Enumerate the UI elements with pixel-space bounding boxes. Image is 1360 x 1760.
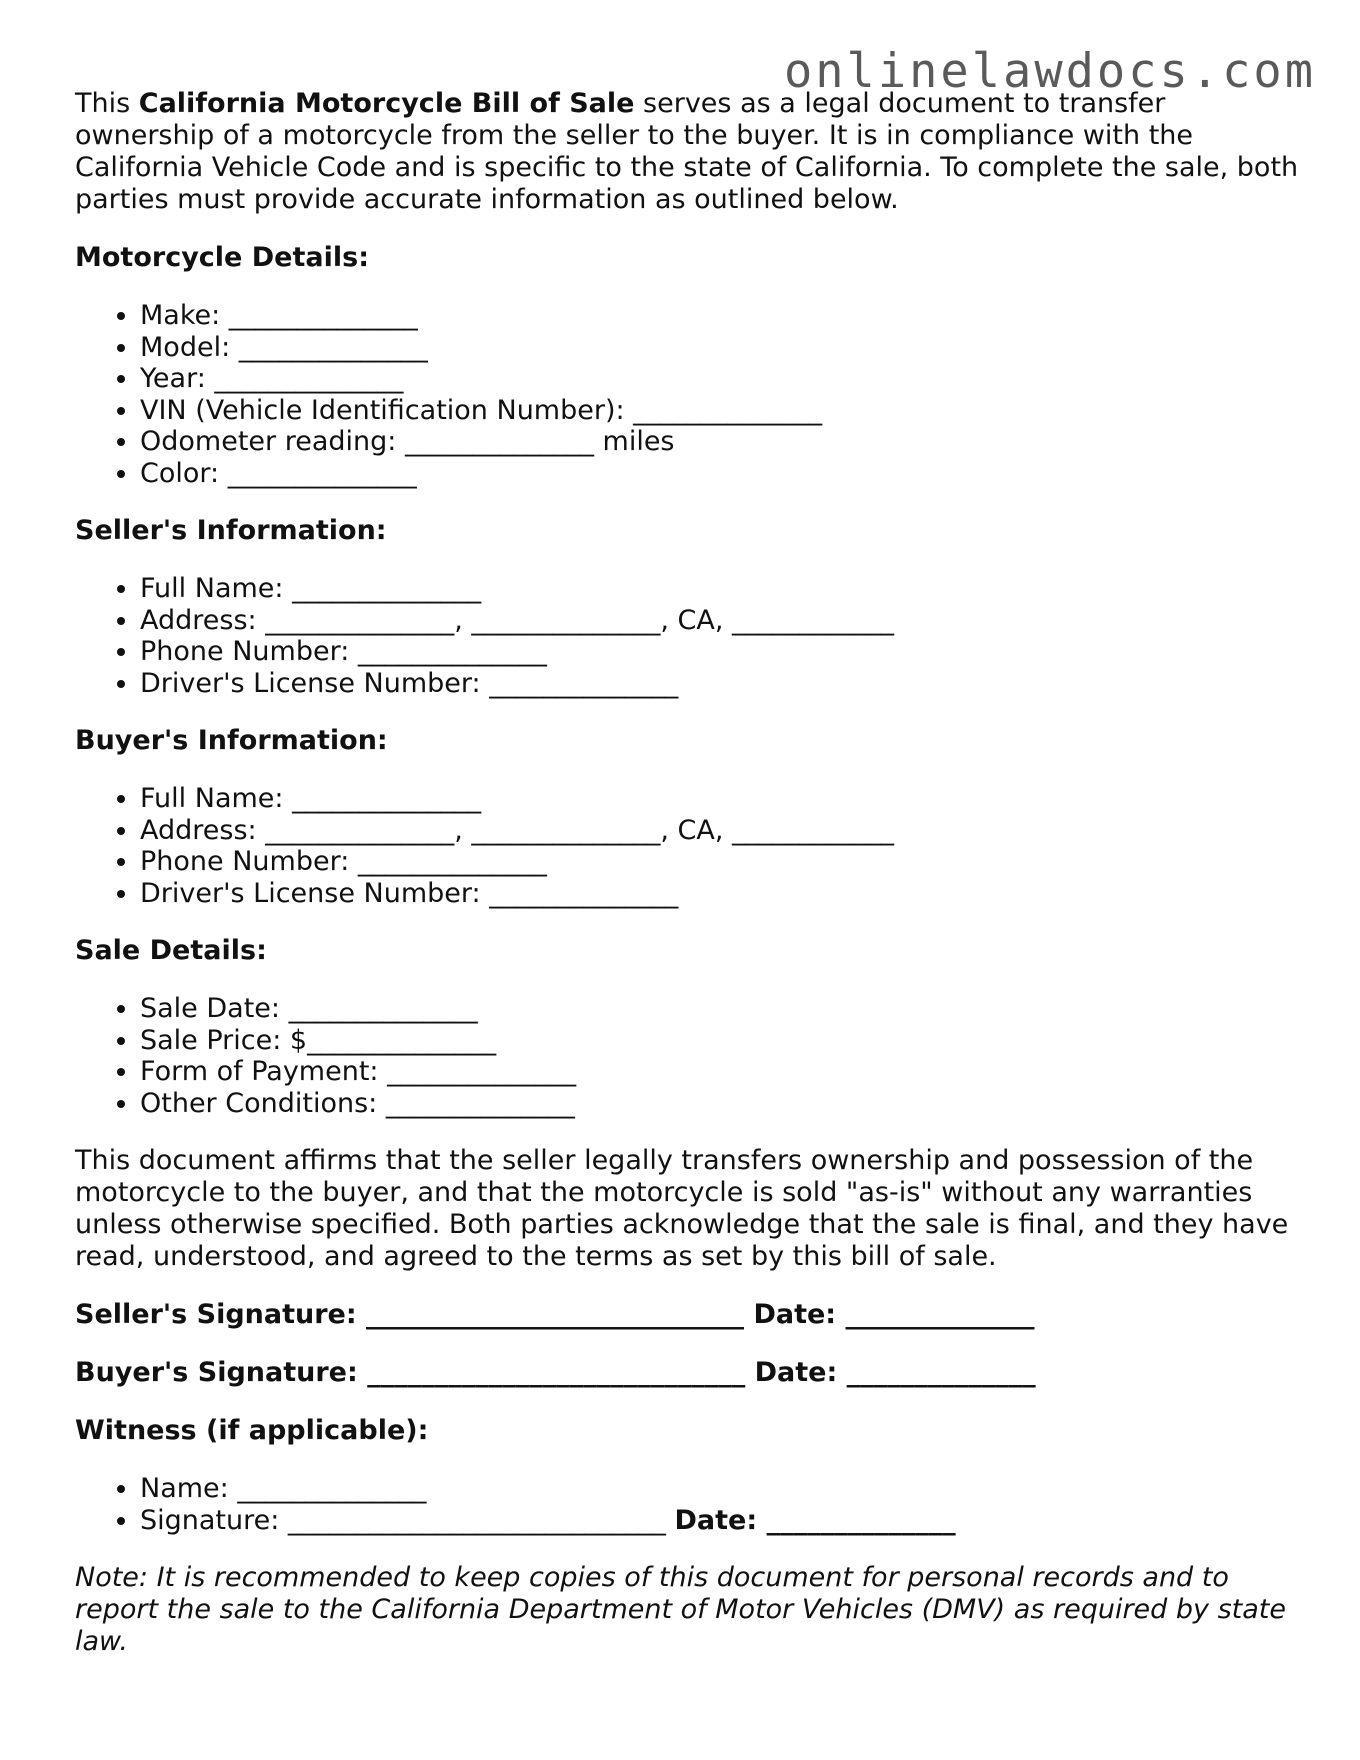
intro-post: serves as a legal document to transfer ownership of a motorcycle from the seller to the buyer. It is in compliance with the California Vehicle Code and is specific to the state of California. To complete the sale, both parties must provide accurate information as outlined below.	[75, 88, 1299, 215]
motorcycle-heading: Motorcycle Details:	[75, 242, 369, 273]
seller-heading: Seller's Information:	[75, 515, 387, 546]
field-vin: • VIN (Vehicle Identification Number): ______________	[140, 395, 1305, 427]
witness-heading: Witness (if applicable):	[75, 1415, 429, 1446]
document-body	[75, 88, 1305, 1658]
intro-paragraph	[75, 88, 1305, 216]
buyer-signature-line: Buyer's Signature: ____________________________ Date: ______________	[75, 1357, 1036, 1388]
field-model: • Model: ______________	[140, 332, 1305, 364]
sale-list	[75, 993, 1305, 1119]
witness-signature-date: Date: ______________	[674, 1504, 956, 1536]
field-odometer: • Odometer reading: ______________ miles	[140, 426, 1305, 458]
sale-date: • Sale Date: ______________	[140, 993, 1305, 1025]
buyer-full-name: • Full Name: ______________	[140, 783, 1305, 815]
motorcycle-list	[75, 300, 1305, 489]
buyer-list	[75, 783, 1305, 909]
other-conditions: • Other Conditions: ______________	[140, 1088, 1305, 1120]
document-title: California Motorcycle Bill of Sale	[138, 88, 635, 119]
seller-list	[75, 573, 1305, 699]
seller-address: • Address: ______________, ______________, CA, ____________	[140, 605, 1305, 637]
field-make: • Make: ______________	[140, 300, 1305, 332]
buyer-license: • Driver's License Number: ______________	[140, 878, 1305, 910]
intro-pre: This	[75, 88, 139, 119]
seller-license: • Driver's License Number: ______________	[140, 668, 1305, 700]
witness-list	[75, 1473, 1305, 1536]
seller-phone: • Phone Number: ______________	[140, 636, 1305, 668]
witness-signature-label: Signature: ____________________________	[140, 1504, 675, 1536]
witness-signature	[140, 1505, 1305, 1537]
field-color: • Color: ______________	[140, 458, 1305, 490]
seller-signature-line: Seller's Signature: ____________________________ Date: ______________	[75, 1299, 1035, 1330]
payment-form: • Form of Payment: ______________	[140, 1056, 1305, 1088]
buyer-address: • Address: ______________, ______________, CA, ____________	[140, 815, 1305, 847]
buyer-heading: Buyer's Information:	[75, 725, 388, 756]
site-watermark: onlinelawdocs.com	[783, 44, 1316, 99]
seller-full-name: • Full Name: ______________	[140, 573, 1305, 605]
sale-heading: Sale Details:	[75, 935, 267, 966]
witness-name: • Name: ______________	[140, 1473, 1305, 1505]
buyer-phone: • Phone Number: ______________	[140, 846, 1305, 878]
affirmation-paragraph: This document affirms that the seller legally transfers ownership and possession of the motorcycle to the buyer, and that the motorcycle is sold "as-is" without any warranties unless otherwise specified. Both parties acknowledge that the sale is final, and they have read, understood, and agreed to the terms as set by this bill of sale.	[75, 1145, 1289, 1272]
note-paragraph: Note: It is recommended to keep copies of this document for personal records and to report the sale to the California Department of Motor Vehicles (DMV) as required by state law.	[75, 1562, 1286, 1657]
sale-price: • Sale Price: $______________	[140, 1025, 1305, 1057]
field-year: • Year: ______________	[140, 363, 1305, 395]
